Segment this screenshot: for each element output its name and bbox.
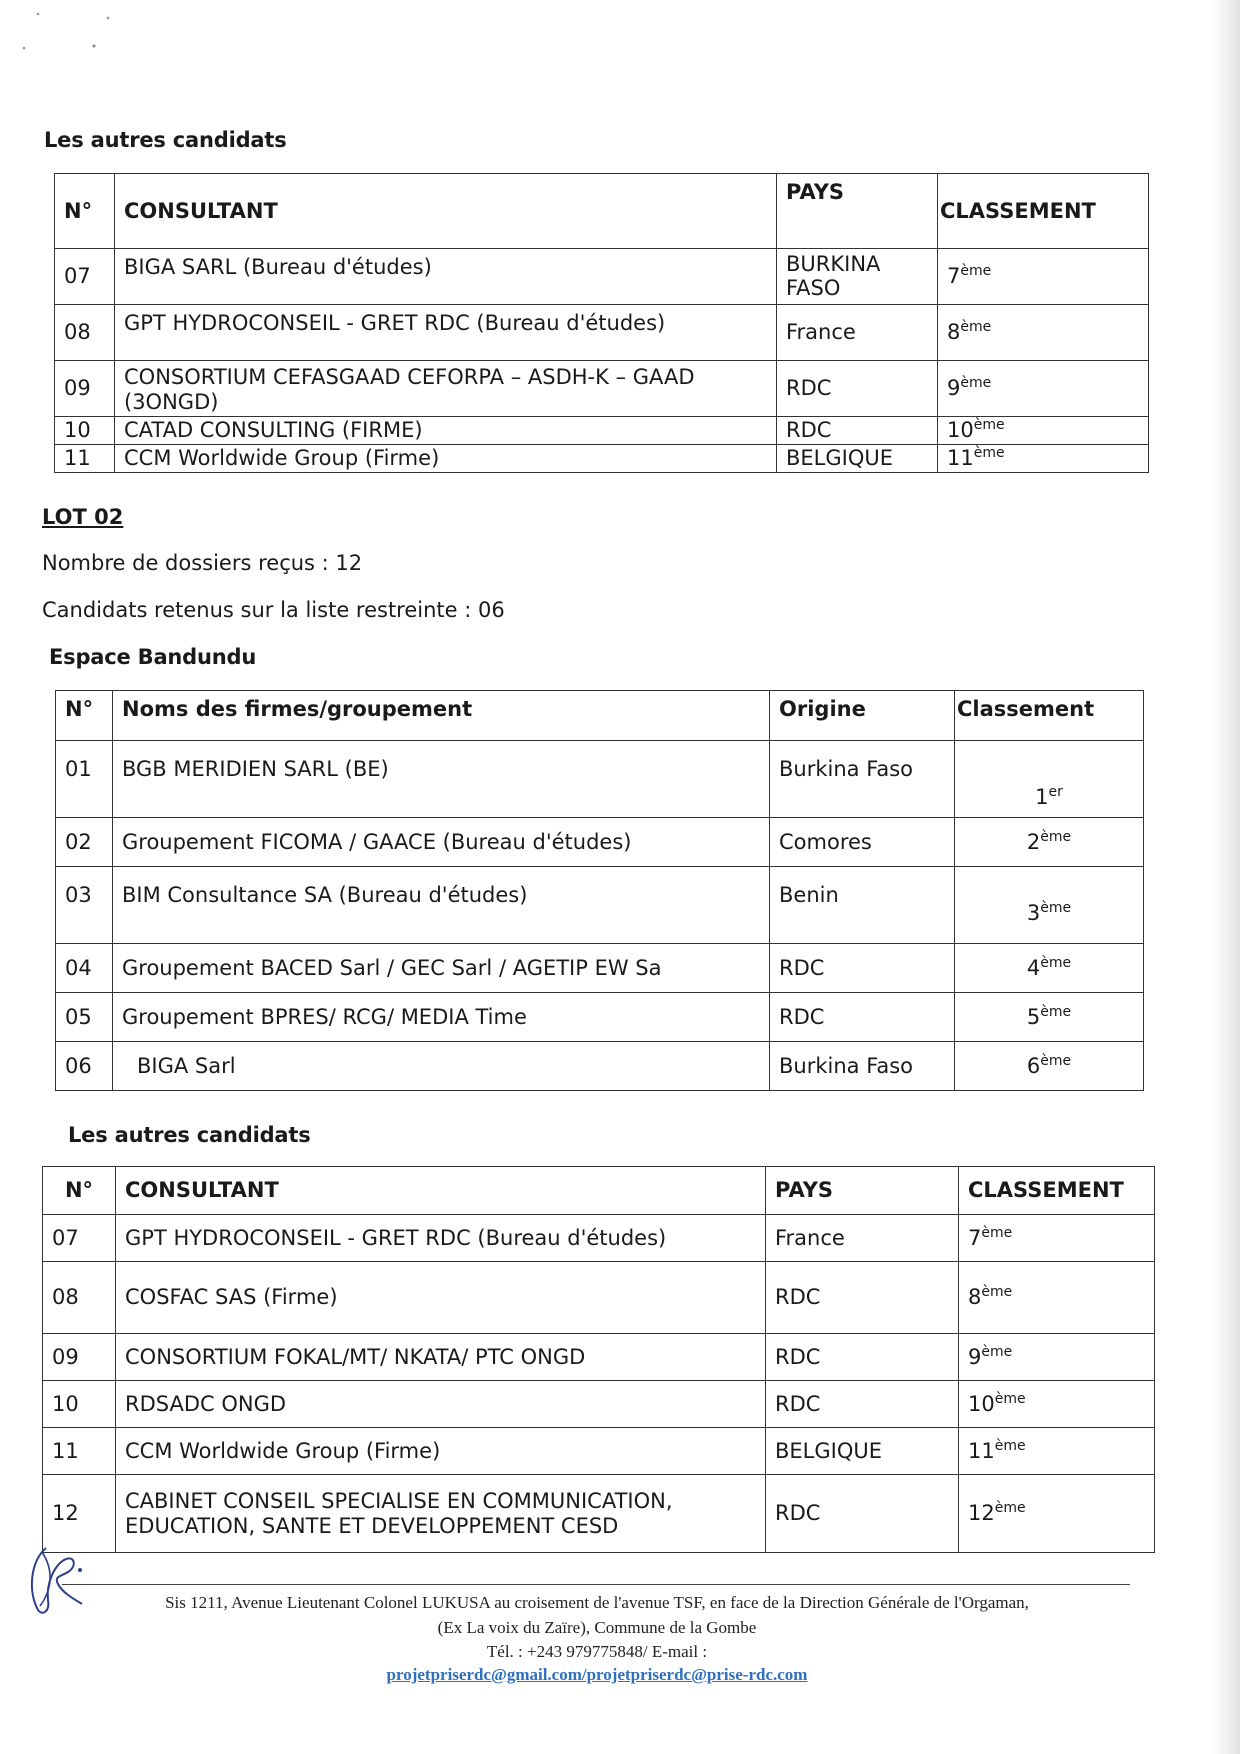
row-number: 06 (56, 1042, 113, 1091)
row-firm-name: Groupement BPRES/ RCG/ MEDIA Time (113, 993, 770, 1042)
table-row (56, 867, 1144, 944)
row-firm-name: Groupement BACED Sarl / GEC Sarl / AGETIP EW Sa (113, 944, 770, 993)
row-number: 10 (55, 417, 115, 445)
row-number: 07 (43, 1215, 116, 1262)
row-number: 08 (55, 305, 115, 361)
row-country: RDC (777, 417, 938, 445)
row-number: 11 (55, 445, 115, 473)
row-rank: 10ème (959, 1381, 1155, 1428)
files-received: Nombre de dossiers reçus : 12 (42, 551, 363, 575)
row-consultant: CATAD CONSULTING (FIRME) (115, 417, 777, 445)
row-consultant: GPT HYDROCONSEIL - GRET RDC (Bureau d'études) (116, 1215, 766, 1262)
row-number: 08 (43, 1262, 116, 1334)
row-consultant: CABINET CONSEIL SPECIALISE EN COMMUNICATION, EDUCATION, SANTE ET DEVELOPPEMENT CESD (116, 1475, 766, 1553)
table-row (55, 249, 1149, 305)
table-row (56, 1042, 1144, 1091)
row-country: RDC (766, 1334, 959, 1381)
header-country: PAYS (777, 174, 938, 249)
row-number: 10 (43, 1381, 116, 1428)
row-origin: Benin (770, 867, 955, 944)
row-consultant: GPT HYDROCONSEIL - GRET RDC (Bureau d'études) (115, 305, 777, 361)
row-consultant: CONSORTIUM FOKAL/MT/ NKATA/ PTC ONGD (116, 1334, 766, 1381)
table-row (56, 944, 1144, 993)
row-consultant: BIGA SARL (Bureau d'études) (115, 249, 777, 305)
footer-divider (62, 1584, 1130, 1585)
row-consultant: CONSORTIUM CEFASGAAD CEFORPA – ASDH-K – GAAD (3ONGD) (115, 361, 777, 417)
row-consultant: RDSADC ONGD (116, 1381, 766, 1428)
row-rank: 9ème (959, 1334, 1155, 1381)
row-rank: 6ème (955, 1042, 1144, 1091)
row-number: 11 (43, 1428, 116, 1475)
row-rank: 11ème (938, 445, 1149, 473)
header-ranking: CLASSEMENT (938, 174, 1149, 249)
header-firm-names: Noms des firmes/groupement (113, 691, 770, 741)
row-country: BELGIQUE (777, 445, 938, 473)
row-firm-name: Groupement FICOMA / GAACE (Bureau d'études) (113, 818, 770, 867)
row-rank: 5ème (955, 993, 1144, 1042)
table-row (56, 818, 1144, 867)
row-rank: 9ème (938, 361, 1149, 417)
row-country: BURKINA FASO (777, 249, 938, 305)
table-row (55, 361, 1149, 417)
section-title-espace-bandundu: Espace Bandundu (49, 645, 257, 669)
header-number: N° (56, 691, 113, 741)
table-header-row (55, 174, 1149, 249)
row-country: BELGIQUE (766, 1428, 959, 1475)
header-ranking: CLASSEMENT (959, 1167, 1155, 1215)
footer-address-line2: (Ex La voix du Zaïre), Commune de la Gombe (437, 1618, 757, 1637)
footer-address: Sis 1211, Avenue Lieutenant Colonel LUKUSA au croisement de l'avenue TSF, en face de la Direction Générale de l'Orgaman, (165, 1593, 1029, 1612)
footer-phone: Tél. : +243 979775848/ E-mail : (486, 1642, 708, 1661)
row-country: France (777, 305, 938, 361)
row-rank: 8ème (938, 305, 1149, 361)
row-firm-name: BIGA Sarl (113, 1042, 770, 1091)
row-number: 09 (43, 1334, 116, 1381)
row-number: 01 (56, 741, 113, 818)
table-row (43, 1381, 1155, 1428)
scan-specks (0, 0, 120, 60)
row-rank: 8ème (959, 1262, 1155, 1334)
row-firm-name: BIM Consultance SA (Bureau d'études) (113, 867, 770, 944)
row-rank: 3ème (955, 867, 1144, 944)
row-number: 07 (55, 249, 115, 305)
row-country: RDC (766, 1381, 959, 1428)
lot-title: LOT 02 (42, 505, 124, 529)
table-header-row (56, 691, 1144, 741)
footer-email-link[interactable]: projetpriserdc@gmail.com/projetpriserdc@prise-rdc.com (386, 1665, 808, 1684)
table-other-candidates-lot1 (54, 173, 1149, 473)
table-espace-bandundu (55, 690, 1144, 1091)
row-consultant: COSFAC SAS (Firme) (116, 1262, 766, 1334)
table-row (43, 1262, 1155, 1334)
row-country: France (766, 1215, 959, 1262)
row-country: RDC (766, 1262, 959, 1334)
row-number: 02 (56, 818, 113, 867)
table-row (43, 1475, 1155, 1553)
row-number: 12 (43, 1475, 116, 1553)
row-consultant: CCM Worldwide Group (Firme) (116, 1428, 766, 1475)
shortlisted-candidates: Candidats retenus sur la liste restreinte : 06 (42, 598, 505, 622)
row-country: RDC (777, 361, 938, 417)
header-origin: Origine (770, 691, 955, 741)
row-number: 03 (56, 867, 113, 944)
table-row (43, 1215, 1155, 1262)
row-rank: 4ème (955, 944, 1144, 993)
row-origin: Burkina Faso (770, 1042, 955, 1091)
header-country: PAYS (766, 1167, 959, 1215)
row-rank: 1er (955, 741, 1144, 818)
header-number: N° (43, 1167, 116, 1215)
row-firm-name: BGB MERIDIEN SARL (BE) (113, 741, 770, 818)
row-rank: 2ème (955, 818, 1144, 867)
row-origin: Burkina Faso (770, 741, 955, 818)
row-rank: 7ème (938, 249, 1149, 305)
table-row (56, 741, 1144, 818)
row-consultant: CCM Worldwide Group (Firme) (115, 445, 777, 473)
row-origin: RDC (770, 993, 955, 1042)
table-row (55, 445, 1149, 473)
table-row (55, 305, 1149, 361)
row-origin: RDC (770, 944, 955, 993)
header-ranking: Classement (955, 691, 1144, 741)
table-other-candidates-lot2 (42, 1166, 1155, 1553)
row-rank: 11ème (959, 1428, 1155, 1475)
row-rank: 7ème (959, 1215, 1155, 1262)
table-row (43, 1334, 1155, 1381)
row-rank: 12ème (959, 1475, 1155, 1553)
header-consultant: CONSULTANT (115, 174, 777, 249)
row-rank: 10ème (938, 417, 1149, 445)
table-row (56, 993, 1144, 1042)
row-origin: Comores (770, 818, 955, 867)
table-header-row (43, 1167, 1155, 1215)
row-country: RDC (766, 1475, 959, 1553)
page-edge-shadow (1212, 0, 1240, 1754)
table-row (43, 1428, 1155, 1475)
header-number: N° (55, 174, 115, 249)
section-title-other-candidates-lot2: Les autres candidats (68, 1123, 311, 1147)
table-row (55, 417, 1149, 445)
section-title-other-candidates: Les autres candidats (44, 128, 287, 152)
row-number: 09 (55, 361, 115, 417)
row-number: 05 (56, 993, 113, 1042)
header-consultant: CONSULTANT (116, 1167, 766, 1215)
row-number: 04 (56, 944, 113, 993)
